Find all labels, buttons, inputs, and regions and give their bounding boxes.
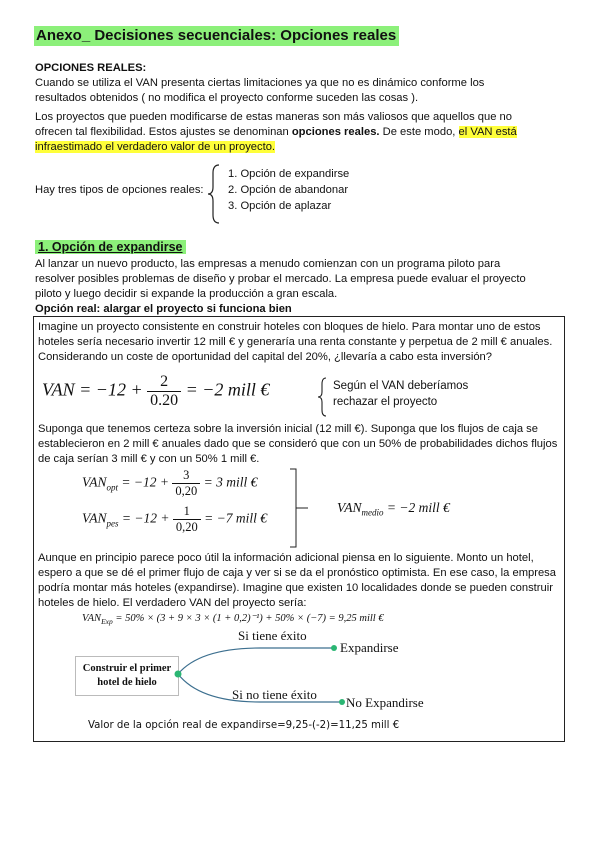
tree-upper-label: Si tiene éxito [238, 628, 307, 643]
page-title: Anexo_ Decisiones secuenciales: Opciones reales [34, 26, 399, 46]
bold-term: opciones reales. [291, 126, 380, 138]
equation-mid: = −12 + [118, 474, 169, 490]
box-p3-line3: podría montar más hoteles (expandirse). Imagine que existen 10 localidades donde se pueden construir [38, 582, 553, 594]
types-item-abandon: 2. Opción de abandonar [228, 184, 349, 196]
subscript: opt [106, 482, 119, 493]
van-pes-equation [82, 504, 267, 535]
equation-rhs: = −2 mill € [185, 379, 270, 400]
section1-line1: Al lanzar un nuevo producto, las empresas a menudo comienzan con un programa piloto para [35, 258, 501, 270]
box-p1-line1: Imagine un proyecto consistente en construir hoteles con bloques de hielo. Para montar uno de estos [38, 321, 541, 333]
box-p3-line1: Aunque en principio parece poco útil la información adicional piensa en lo siguiente. Monto un hotel, [38, 552, 534, 564]
subscript: pes [106, 518, 119, 529]
section1-line3: piloto y luego decidir si expande la producción a gran escala. [35, 288, 338, 300]
equation-lhs: VAN [82, 510, 107, 526]
numerator: 2 [147, 373, 181, 392]
curly-brace-icon [207, 163, 221, 225]
curly-brace-icon [317, 377, 327, 417]
equation-lhs: VAN = −12 + [42, 379, 143, 400]
text-run: ofrecen tal flexibilidad. Estos ajustes se denominan [35, 126, 292, 138]
intro-para2-line2 [35, 125, 517, 140]
text-run: De este modo, [379, 126, 459, 138]
tree-lower-label: Si no tiene éxito [232, 687, 317, 702]
equation-rhs: = −7 mill € [204, 510, 267, 526]
section1-subheading: Opción real: alargar el proyecto si funciona bien [35, 303, 292, 315]
tree-upper-outcome: Expandirse [340, 640, 399, 655]
van-opt-equation [82, 468, 257, 499]
subscript: Exp [101, 617, 113, 627]
tree-upper-node [331, 645, 337, 651]
fraction [147, 373, 181, 410]
fraction [173, 504, 201, 535]
tree-lower-outcome: No Expandirse [346, 695, 424, 710]
intro-para1-line2: resultados obtenidos ( no modifica el proyecto conforme suceden las cosas ). [35, 92, 419, 104]
box-p3-line2: espero a que se dé el primer flujo de caja y ver si se da el pronóstico optimista. En ese caso, la empresa [38, 567, 557, 579]
equation-lhs: VAN [82, 474, 107, 490]
equation-rhs: = 50% × (3 + 9 × 3 × (1 + 0,2)⁻¹) + 50% × (−7) = 9,25 mill € [112, 613, 384, 624]
section1-heading: 1. Opción de expandirse [35, 240, 186, 254]
intro-para2-line1: Los proyectos que pueden modificarse de estas maneras son más valiosos que aquellos que no [35, 111, 513, 123]
types-item-expand: 1. Opción de expandirse [228, 168, 350, 180]
box-p3-line4: hoteles de hielo. El verdadero VAN del proyecto sería: [38, 597, 307, 609]
denominator: 0,20 [175, 520, 198, 534]
section-heading-opciones-reales: OPCIONES REALES: [35, 62, 147, 74]
decision-tree-branches [170, 636, 350, 716]
bracket-icon [288, 467, 310, 549]
types-item-postpone: 3. Opción de aplazar [228, 200, 332, 212]
denominator: 0,20 [175, 484, 198, 498]
numerator: 3 [172, 468, 200, 484]
types-label: Hay tres tipos de opciones reales: [35, 184, 204, 196]
equation-rhs: = −2 mill € [383, 500, 450, 515]
numerator: 1 [173, 504, 201, 520]
van-note-line1: Según el VAN deberíamos [333, 380, 469, 392]
intro-para2-line3 [35, 140, 275, 155]
van-equation [42, 373, 269, 410]
box-p2-line2: establecieron en 2 mill € anuales dado que se consideró que con un 50% de probabilidades dichos flujos [38, 438, 558, 450]
box-p1-line2: hoteles sería necesario invertir 12 mill € y generaría una renta constante y perpetua de 2 mill € anuales. [38, 336, 553, 348]
tree-lower-node [339, 699, 345, 705]
denominator: 0.20 [150, 392, 179, 409]
section1-line2: resolver posibles problemas de diseño y probar el mercado. La empresa puede evaluar el proyecto [35, 273, 526, 285]
van-medio-equation [337, 500, 450, 518]
intro-para1-line1: Cuando se utiliza el VAN presenta ciertas limitaciones ya que no es dinámico conforme los [35, 77, 485, 89]
van-note-line2: rechazar el proyecto [333, 396, 438, 408]
highlight-text: infraestimado el verdadero valor de un proyecto. [35, 141, 276, 153]
equation-lhs: VAN [337, 500, 362, 515]
equation-lhs: VAN [82, 613, 102, 624]
van-exp-equation [82, 612, 384, 626]
equation-mid: = −12 + [118, 510, 170, 526]
tree-root-box [75, 656, 179, 696]
highlight-text: el VAN está [458, 126, 517, 138]
real-option-value: Valor de la opción real de expandirse=9,25-(-2)=11,25 mill € [88, 720, 400, 731]
box-p2-line1: Suponga que tenemos certeza sobre la inversión inicial (12 mill €). Suponga que los flujos de caja se [38, 423, 539, 435]
tree-root-node [175, 671, 182, 678]
box-p2-line3: de caja serían 3 mill € y con un 50% 1 mill €. [38, 453, 260, 465]
tree-root-line1: Construir el primer [82, 663, 172, 674]
tree-root-line2: hotel de hielo [97, 677, 157, 688]
equation-rhs: = 3 mill € [203, 474, 258, 490]
subscript: medio [361, 507, 384, 518]
box-p1-line3: Considerando un coste de oportunidad del capital del 20%, ¿llevaría a cabo esta inversión? [38, 351, 493, 363]
fraction [172, 468, 200, 499]
